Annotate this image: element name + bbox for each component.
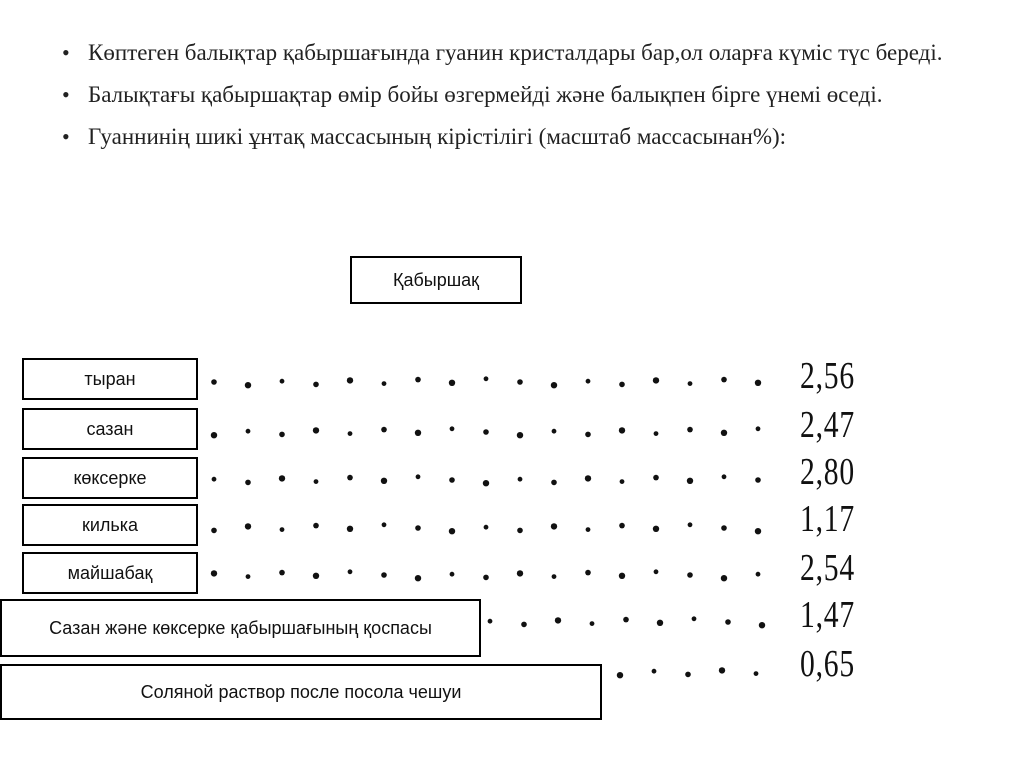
value-kokserke: 2,80 — [800, 451, 855, 493]
leader-dot — [246, 429, 251, 434]
leader-dot — [245, 382, 251, 388]
leader-dot — [721, 430, 727, 436]
leader-dot — [279, 475, 285, 481]
row-label-mixture: Сазан және көксерке қабыршағының қоспасы — [0, 599, 481, 657]
leader-dot — [620, 479, 625, 484]
leader-dot — [653, 475, 659, 481]
leader-dot — [555, 617, 561, 623]
leader-dot — [657, 620, 663, 626]
leader-dot — [687, 478, 693, 484]
bullet-text-2: Балықтағы қабыршақтар өмір бойы өзгермейді және балықпен бірге үнемі өседі. — [88, 82, 883, 107]
leader-dot — [517, 379, 523, 385]
leader-dot — [449, 528, 455, 534]
leader-dot — [552, 574, 557, 579]
bullet-symbol: • — [62, 40, 70, 65]
leader-dot — [692, 616, 697, 621]
leader-dot — [619, 573, 625, 579]
leader-dot — [212, 477, 217, 482]
leader-dot — [754, 671, 759, 676]
leader-dot — [688, 381, 693, 386]
leader-dot — [483, 429, 489, 435]
leader-dot — [348, 431, 353, 436]
leader-dot — [382, 522, 387, 527]
leader-dot — [756, 572, 761, 577]
value-sazan: 2,47 — [800, 404, 855, 446]
leader-dot — [551, 480, 557, 486]
leader-dot — [725, 619, 731, 625]
leader-dot — [484, 376, 489, 381]
leader-dot — [517, 432, 523, 438]
leader-dot — [586, 379, 591, 384]
leader-dot — [313, 573, 319, 579]
leader-dot — [654, 431, 659, 436]
leader-dot — [721, 377, 727, 383]
leader-dot — [280, 527, 285, 532]
leader-dot — [654, 569, 659, 574]
leader-dot — [280, 379, 285, 384]
leader-dot — [619, 382, 625, 388]
row-label-kilka: килька — [22, 504, 198, 546]
bullet-symbol: • — [62, 82, 70, 107]
leader-dot — [623, 617, 629, 623]
leader-dot — [551, 523, 557, 529]
leader-dot — [585, 570, 591, 576]
leader-dot — [313, 427, 319, 433]
leader-dot — [551, 382, 557, 388]
leader-dot — [759, 622, 765, 628]
leader-dot — [347, 475, 353, 481]
row-label-mayshabak: майшабақ — [22, 552, 198, 594]
bullet-text-3: Гуаннинің шикі ұнтақ массасының кірістілігі (масштаб массасынан%): — [88, 124, 787, 149]
leader-dot — [719, 667, 725, 673]
leader-dot — [449, 477, 455, 483]
value-mixture: 1,47 — [800, 594, 855, 636]
leader-dot — [348, 569, 353, 574]
leader-dot — [415, 430, 421, 436]
leader-dot — [415, 377, 421, 383]
leader-dot — [518, 477, 523, 482]
leader-dot — [653, 377, 659, 383]
value-tyran: 2,56 — [800, 355, 855, 397]
leader-dot — [619, 427, 625, 433]
value-kilka: 1,17 — [800, 498, 855, 540]
leader-dot — [450, 572, 455, 577]
leader-dot — [211, 528, 217, 534]
leader-dot — [279, 432, 285, 438]
leader-dot — [246, 574, 251, 579]
leader-dot — [687, 427, 693, 433]
leader-dot — [483, 480, 489, 486]
leader-dot — [483, 575, 489, 581]
leader-dot — [721, 525, 727, 531]
leader-dot — [382, 381, 387, 386]
leader-dot — [585, 475, 591, 481]
leader-dot — [211, 570, 217, 576]
leader-dot — [245, 480, 251, 486]
leader-dot — [381, 427, 387, 433]
leader-dot — [722, 474, 727, 479]
leader-dot — [552, 429, 557, 434]
leader-dot — [517, 570, 523, 576]
leader-dot — [590, 621, 595, 626]
leader-dot — [484, 525, 489, 530]
leader-dot — [586, 527, 591, 532]
leader-dot — [687, 572, 693, 578]
leader-dot — [653, 526, 659, 532]
leader-dot — [313, 382, 319, 388]
row-label-sazan: сазан — [22, 408, 198, 450]
leader-dot — [755, 477, 761, 483]
leader-dot — [652, 669, 657, 674]
leader-dot — [416, 474, 421, 479]
leader-dot — [488, 619, 493, 624]
leader-dot — [617, 672, 623, 678]
bullet-symbol: • — [62, 124, 70, 149]
leader-dot — [449, 380, 455, 386]
leader-dot — [685, 672, 691, 678]
leader-dot — [381, 572, 387, 578]
leader-dot — [347, 526, 353, 532]
leader-dot — [347, 377, 353, 383]
leader-dot — [721, 575, 727, 581]
leader-dot — [313, 523, 319, 529]
leader-dot — [415, 575, 421, 581]
row-label-tyran: тыран — [22, 358, 198, 400]
bullet-text-1: Көптеген балықтар қабыршағында гуанин кристалдары бар,ол оларға күміс түс береді. — [88, 40, 943, 65]
row-label-brine: Соляной раствор после посола чешуи — [0, 664, 602, 720]
leader-dot — [517, 528, 523, 534]
leader-dot — [688, 522, 693, 527]
leader-dot — [521, 622, 527, 628]
leader-dot — [211, 379, 217, 385]
leader-dot — [585, 432, 591, 438]
leader-dot — [756, 426, 761, 431]
leader-dot — [245, 523, 251, 529]
leader-dot — [450, 426, 455, 431]
leader-dot — [381, 478, 387, 484]
leader-dot — [619, 523, 625, 529]
value-brine: 0,65 — [800, 643, 855, 685]
leader-dot — [279, 570, 285, 576]
leader-dot — [211, 432, 217, 438]
leader-dot — [755, 380, 761, 386]
leader-dot — [755, 528, 761, 534]
leader-dot — [415, 525, 421, 531]
row-label-kokserke: көксерке — [22, 457, 198, 499]
leader-dot — [314, 479, 319, 484]
value-mayshabak: 2,54 — [800, 547, 855, 589]
header-box-scale: Қабыршақ — [350, 256, 522, 304]
